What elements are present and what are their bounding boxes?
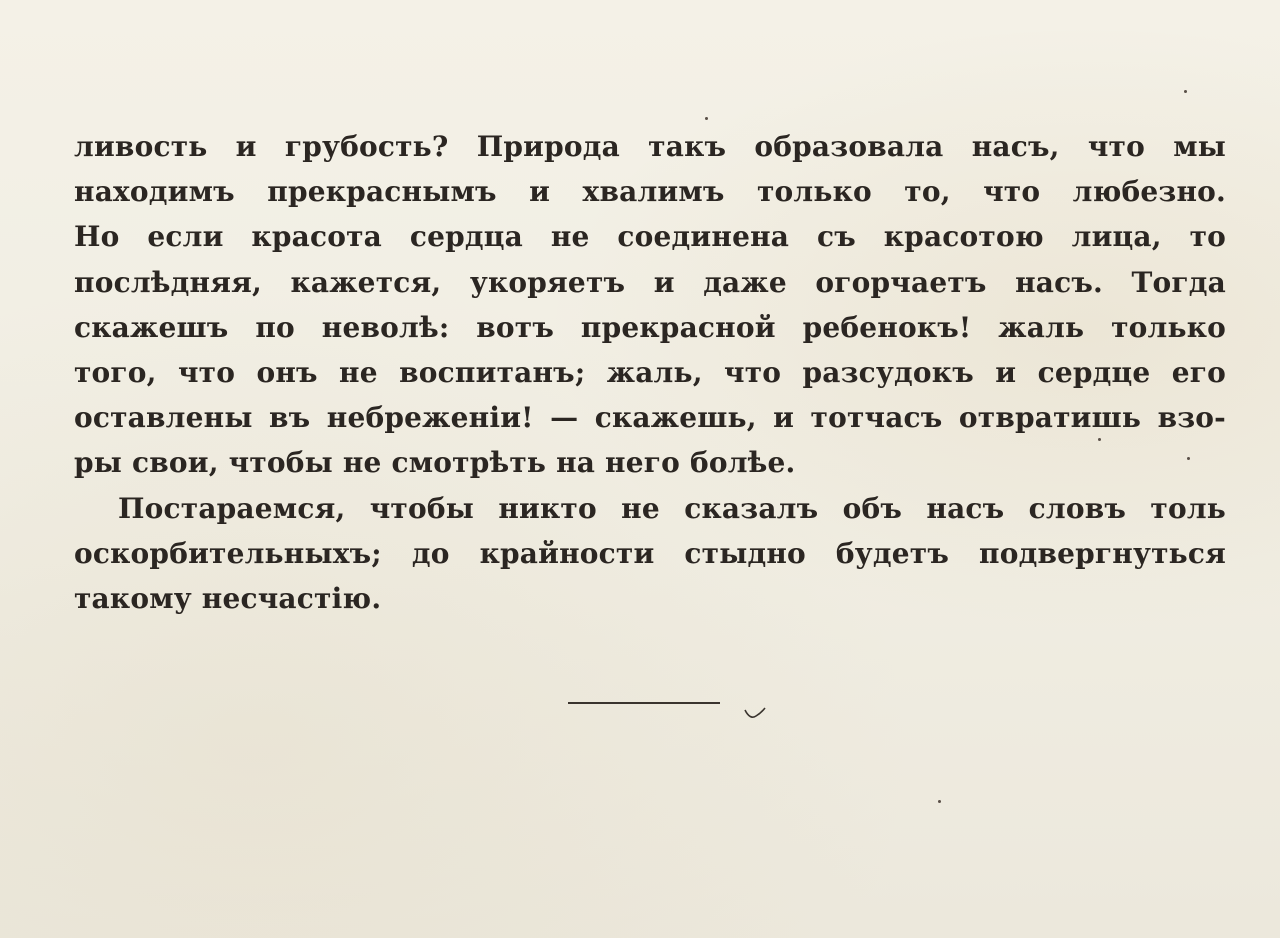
section-divider xyxy=(568,702,720,704)
text-line: скажешъ по неволѣ: вотъ прекрасной ребенокъ! жаль только xyxy=(74,310,1226,344)
text-line: ливость и грубость? Природа такъ образовала насъ, что мы xyxy=(74,130,1226,163)
text-line: Но если красота сердца не соединена съ красотою лица, то xyxy=(74,220,1226,254)
body-text xyxy=(74,124,1226,621)
ink-mark xyxy=(744,706,766,720)
print-speck xyxy=(1187,457,1190,460)
print-speck xyxy=(1184,90,1187,93)
print-speck xyxy=(705,117,708,120)
text-line: такому несчастію. xyxy=(74,581,382,615)
text-line: оскорбительныхъ; до крайности стыдно будетъ подвергнуться xyxy=(74,536,1226,570)
text-line: Постараемся, чтобы никто не сказалъ объ насъ словъ толь xyxy=(118,491,1226,525)
text-line: оставлены въ небреженіи! — скажешь, и тотчасъ отвратишь взо- xyxy=(74,401,1226,435)
text-line: находимъ прекраснымъ и хвалимъ только то, что любезно. xyxy=(74,175,1226,209)
text-line: того, что онъ не воспитанъ; жаль, что разсудокъ и сердце его xyxy=(74,355,1226,389)
text-line: послѣдняя, кажется, укоряетъ и даже огорчаетъ насъ. Тогда xyxy=(74,265,1226,299)
print-speck xyxy=(1098,438,1101,441)
text-line: ры свои, чтобы не смотрѣть на него болѣе. xyxy=(74,446,796,480)
print-speck xyxy=(938,800,941,803)
